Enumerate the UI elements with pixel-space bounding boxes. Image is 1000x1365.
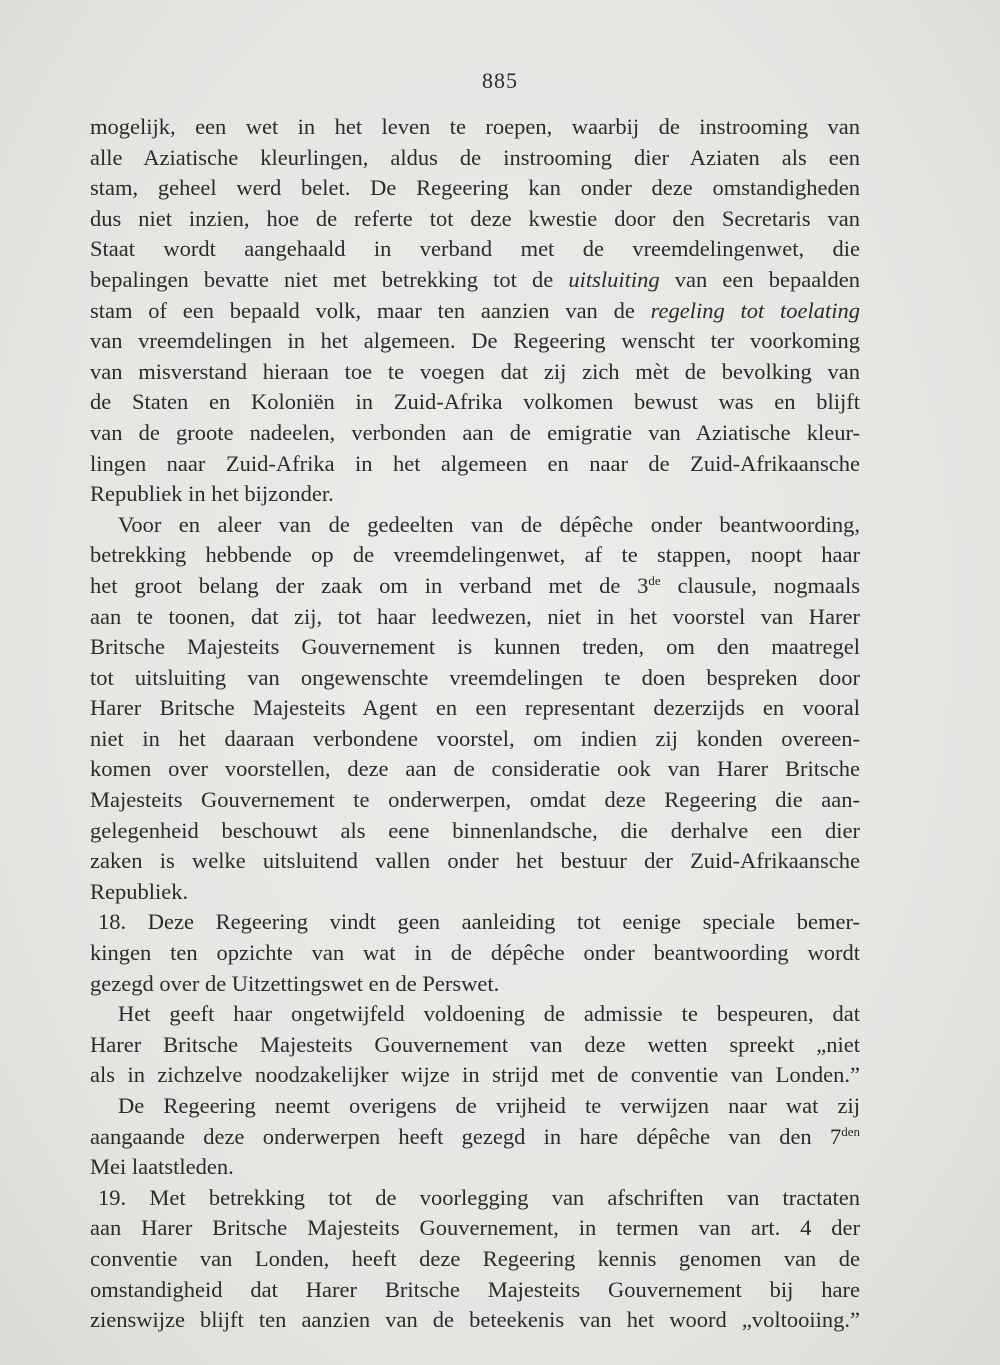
superscript-text: de [648, 572, 661, 588]
text-segment: gelegenheid beschouwt als eene binnenlandsche, die derhalve een dier [90, 817, 860, 843]
text-line [90, 632, 860, 663]
text-line [90, 754, 860, 785]
text-segment: aangaande deze onderwerpen heeft gezegd in hare dépêche van den 7 [90, 1123, 842, 1149]
text-segment: komen over voorstellen, deze aan de consideratie ook van Harer Britsche [90, 756, 860, 782]
text-line [90, 1091, 860, 1122]
text-segment: De Regeering neemt overigens de vrijheid te verwijzen naar wat zij [118, 1093, 860, 1118]
text-segment: bepalingen bevatte niet met betrekking tot de [90, 266, 569, 292]
text-line [90, 969, 860, 1000]
text-segment: Het geeft haar ongetwijfeld voldoening de admissie te bespeuren, dat [118, 1001, 860, 1027]
text-segment: Republiek. [90, 878, 189, 904]
text-segment: zaken is welke uitsluitend vallen onder het bestuur der Zuid-Afrikaansche [90, 848, 860, 874]
text-line [90, 143, 860, 174]
text-segment: de Staten en Koloniën in Zuid-Afrika volkomen bewust was en blijft [90, 389, 860, 415]
text-segment: alle Aziatische kleurlingen, aldus de instrooming dier Aziaten als een [90, 144, 860, 170]
text-line [90, 540, 860, 571]
text-segment: 18. Deze Regeering vindt geen aanleiding tot eenige speciale bemer- [98, 909, 860, 935]
text-segment: conventie van Londen, heeft deze Regeering kennis genomen van de [90, 1245, 860, 1271]
text-line [90, 234, 860, 265]
text-line [90, 418, 860, 449]
text-line [90, 1183, 860, 1214]
text-line [90, 785, 860, 816]
text-line [90, 602, 860, 633]
text-segment: dus niet inzien, hoe de referte tot deze kwestie door den Secretaris van [90, 205, 860, 231]
text-segment: lingen naar Zuid-Afrika in het algemeen en naar de Zuid-Afrikaansche [90, 450, 860, 476]
italic-text: uitsluiting [568, 266, 660, 292]
text-segment: Harer Britsche Majesteits Gouvernement van deze wetten spreekt „niet [90, 1031, 860, 1057]
text-segment: als in zichzelve noodzakelijker wijze in strijd met de conventie van Londen.” [90, 1062, 860, 1088]
text-line [90, 112, 860, 143]
text-segment: van een bepaalden [659, 266, 860, 292]
text-line [90, 387, 860, 418]
text-segment: tot uitsluiting van ongewenschte vreemdelingen te doen bespreken door [90, 664, 860, 690]
text-segment: betrekking hebbende op de vreemdelingenwet, af te stappen, noopt haar [90, 542, 860, 568]
text-segment: mogelijk, een wet in het leven te roepen, waarbij de instrooming van [90, 114, 860, 139]
text-line [90, 204, 860, 235]
text-line [90, 663, 860, 694]
text-segment: stam, geheel werd belet. De Regeering kan onder deze omstandigheden [90, 175, 860, 201]
text-segment: omstandigheid dat Harer Britsche Majesteits Gouvernement bij hare [90, 1276, 860, 1302]
page-number: 885 [482, 68, 518, 93]
text-line [90, 1213, 860, 1244]
text-line [90, 907, 860, 938]
text-line [90, 1030, 860, 1061]
text-line [90, 1060, 860, 1091]
text-segment: gezegd over de Uitzettingswet en de Perswet. [90, 970, 500, 996]
text-segment: Mei laatstleden. [90, 1154, 234, 1180]
text-line [90, 877, 860, 908]
superscript-text: den [841, 1123, 860, 1139]
text-segment: Voor en aleer van de gedeelten van de dépêche onder beantwoording, [118, 511, 860, 537]
text-segment: van vreemdelingen in het algemeen. De Regeering wenscht ter voorkoming [90, 328, 860, 354]
text-line [90, 724, 860, 755]
body-text [90, 112, 860, 1336]
text-segment: Staat wordt aangehaald in verband met de vreemdelingenwet, die [90, 236, 860, 262]
text-line [90, 571, 860, 602]
text-line [90, 1122, 860, 1153]
text-line [90, 846, 860, 877]
text-line [90, 1305, 860, 1336]
text-line [90, 510, 860, 541]
text-line [90, 1244, 860, 1275]
text-segment: clausule, nogmaals [660, 572, 860, 598]
text-segment: aan te toonen, dat zij, tot haar leedwezen, niet in het voorstel van Harer [90, 603, 860, 629]
text-line [90, 173, 860, 204]
text-segment: stam of een bepaald volk, maar ten aanzien van de [90, 297, 651, 323]
text-segment: 19. Met betrekking tot de voorlegging van afschriften van tractaten [98, 1184, 860, 1210]
text-line [90, 938, 860, 969]
text-line [90, 1275, 860, 1306]
text-line [90, 326, 860, 357]
text-segment: kingen ten opzichte van wat in de dépêche onder beantwoording wordt [90, 940, 860, 966]
text-line [90, 449, 860, 480]
text-segment: Harer Britsche Majesteits Agent en een representant dezerzijds en vooral [90, 695, 860, 721]
text-segment: Majesteits Gouvernement te onderwerpen, omdat deze Regeering die aan- [90, 787, 860, 813]
text-line [90, 816, 860, 847]
text-segment: aan Harer Britsche Majesteits Gouvernement, in termen van art. 4 der [90, 1215, 860, 1241]
text-segment: niet in het daaraan verbondene voorstel, om indien zij konden overeen- [90, 725, 860, 751]
text-line [90, 296, 860, 327]
text-line [90, 999, 860, 1030]
text-line [90, 265, 860, 296]
text-segment: het groot belang der zaak om in verband met de 3 [90, 572, 649, 598]
text-line [90, 693, 860, 724]
text-segment: van de groote nadeelen, verbonden aan de emigratie van Aziatische kleur- [90, 419, 860, 445]
text-line [90, 357, 860, 388]
italic-text: regeling tot toelating [650, 297, 860, 323]
text-segment: Republiek in het bijzonder. [90, 481, 334, 507]
text-line [90, 479, 860, 510]
text-segment: van misverstand hieraan toe te voegen dat zij zich mèt de bevolking van [90, 358, 860, 384]
text-line [90, 1152, 860, 1183]
text-segment: Britsche Majesteits Gouvernement is kunnen treden, om den maatregel [90, 634, 860, 660]
text-segment: zienswijze blijft ten aanzien van de beteekenis van het woord „voltooiing.” [90, 1307, 860, 1333]
